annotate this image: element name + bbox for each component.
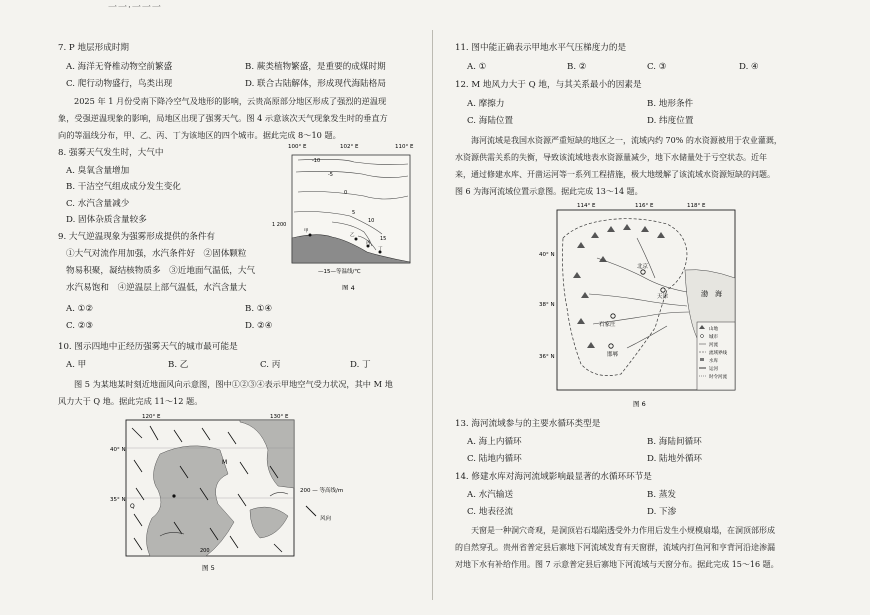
q10-stem: 10. 图示四地中正经历强雾天气的城市最可能是	[58, 342, 238, 352]
q13-option-a: A. 海上内循环	[467, 437, 522, 447]
q9-option-c: C. ②③	[66, 321, 94, 331]
fig6-sea-label: 渤 海	[701, 290, 722, 298]
intro-8-10-line1: 2025 年 1 月份受南下降冷空气及地形的影响，云贵高原部分地区形成了强烈的逆温现	[74, 96, 387, 106]
q14-stem: 14. 修建水库对海河流域影响最显著的水循环环节是	[455, 472, 652, 482]
fig4-lon-110: 110° E	[395, 144, 414, 150]
fig6-lat-38: 38° N	[539, 302, 555, 308]
intro-15-16-line1: 天窗是一种洞穴奇观，是洞顶岩石塌陷透受外力作用后发生小规模扇塌，在洞顶部形成	[471, 526, 775, 535]
fig6-city-beijing: 北京	[637, 264, 649, 270]
fig4-iso-label: 15	[380, 236, 387, 242]
fig4-iso-label: -10	[312, 158, 321, 164]
q8-option-d: D. 固体杂质含量较多	[66, 215, 147, 225]
q11-option-a: A. ①	[467, 62, 487, 72]
q7-option-a: A. 海洋无脊椎动物空前繁盛	[66, 62, 173, 72]
q7-option-d: D. 联合古陆解体，形成现代海陆格局	[245, 79, 386, 89]
q11-option-d: D. ④	[739, 62, 759, 72]
city-marker	[355, 238, 358, 241]
figure-4-isotherm-diagram	[272, 140, 422, 290]
q10-option-b: B. 乙	[168, 360, 189, 370]
fig6-lon-114: 114° E	[577, 203, 596, 209]
q10-option-a: A. 甲	[66, 360, 87, 370]
legend-item: 城市	[709, 335, 718, 340]
fig4-altitude: 1 200	[272, 222, 287, 228]
q12-stem: 12. M 地风力大于 Q 地，与其关系最小的因素是	[455, 80, 642, 90]
figure-6-haihe-basin-map	[537, 198, 747, 408]
fig6-caption: 图 6	[633, 400, 646, 408]
header-mark: 一一·一一一	[108, 3, 162, 13]
fig6-lat-36: 36° N	[539, 354, 555, 360]
q9-line2: 物易积聚，凝结核物质多 ③近地面气温低，大气	[66, 266, 256, 276]
q12-option-c: C. 海陆位置	[467, 116, 514, 126]
fig5-legend-isoline: 200 — 等高线/m	[300, 488, 344, 494]
q14-option-c: C. 地表径流	[467, 507, 514, 517]
intro-15-16-line3: 对地下水有补给作用。图 7 示意普定县后寨地下河流域与天窗分布。据此完成 15～16 题。	[455, 560, 779, 569]
intro-13-14-line1: 海河流域是我国水资源严重短缺的地区之一，流域内约 70% 的水资源被用于农业灌溉，	[471, 136, 782, 145]
fig5-label-q: Q	[130, 503, 135, 510]
fig5-lat-35: 35° N	[110, 497, 126, 503]
q8-option-a: A. 臭氧含量增加	[66, 166, 130, 176]
q14-option-b: B. 蒸发	[647, 490, 676, 500]
point-marker	[172, 494, 175, 497]
fig5-legend-wind: 风向	[320, 516, 332, 522]
q9-option-b: B. ①④	[245, 304, 273, 314]
intro-13-14-line4: 图 6 为海河流域位置示意图。据此完成 13～14 题。	[455, 187, 643, 196]
legend-item: 流域界线	[709, 351, 727, 356]
q8-stem: 8. 强雾天气发生时，大气中	[58, 148, 164, 158]
intro-15-16-line2: 的自然穿孔。贵州省普定县后寨地下河流域发育有天窗群，流域内打鱼河和亨背河沿途渗漏	[455, 543, 775, 552]
fig4-iso-label: -5	[328, 172, 333, 178]
fig4-city: 丙	[366, 241, 371, 246]
fig5-contour-label: 200	[200, 548, 210, 554]
q12-option-b: B. 地形条件	[647, 99, 694, 109]
legend-item: 河流	[709, 343, 718, 348]
q11-option-b: B. ②	[567, 62, 587, 72]
intro-11-12-line2: 风力大于 Q 地。据此完成 11～12 题。	[58, 396, 203, 406]
q9-option-d: D. ②④	[245, 321, 273, 331]
fig6-lon-118: 118° E	[687, 203, 706, 209]
intro-11-12-line1: 图 5 为某地某时刻近地面风向示意图，图中①②③④表示甲地空气受力状况，其中 M 地	[74, 379, 393, 389]
legend-item: 时令河流	[709, 375, 727, 380]
q8-option-b: B. 干洁空气组成成分发生变化	[66, 182, 181, 192]
fig5-label-m: M	[222, 459, 228, 466]
fig6-city-tianjin: 天津	[657, 294, 669, 300]
fig6-legend	[697, 322, 735, 390]
intro-8-10-line2: 象，受强逆温现象的影响，局地区出现了强雾天气。图 4 示意该次天气现象发生时的垂直方	[58, 113, 388, 123]
fig5-lon-130: 130° E	[270, 414, 289, 420]
fig4-city: 丁	[378, 247, 383, 252]
q13-option-c: C. 陆地内循环	[467, 454, 522, 464]
fig6-city-shijiazhuang: 石家庄	[599, 322, 616, 328]
fig4-caption: 图 4	[342, 284, 355, 290]
fig6-lon-116: 116° E	[635, 203, 654, 209]
q7-option-c: C. 爬行动物盛行，鸟类出现	[66, 79, 173, 89]
fig4-iso-label: 0	[344, 190, 348, 196]
q13-option-d: D. 陆地外循环	[647, 454, 703, 464]
q11-stem: 11. 图中能正确表示甲地水平气压梯度力的是	[455, 43, 627, 53]
q10-option-d: D. 丁	[350, 360, 371, 370]
legend-item: 山地	[709, 327, 718, 332]
q7-option-b: B. 蕨类植物繁盛，是重要的成煤时期	[245, 62, 386, 72]
fig4-iso-label: 10	[368, 218, 375, 224]
fig4-lon-102: 102° E	[340, 144, 359, 150]
q12-option-d: D. 纬度位置	[647, 116, 694, 126]
q13-option-b: B. 海陆间循环	[647, 437, 702, 447]
fig5-caption: 图 5	[202, 564, 215, 572]
fig6-city-handan: 邯郸	[607, 352, 619, 358]
q14-option-a: A. 水汽输送	[467, 490, 514, 500]
q13-stem: 13. 海河流域参与的主要水循环类型是	[455, 419, 601, 429]
fig6-lat-40: 40° N	[539, 252, 555, 258]
city-marker	[309, 234, 312, 237]
q9-stem: 9. 大气逆温现象为强雾形成提供的条件有	[58, 232, 216, 242]
fig5-lon-120: 120° E	[142, 414, 161, 420]
q8-option-c: C. 水汽含量减少	[66, 199, 130, 209]
intro-13-14-line3: 来，通过修建水库、开凿运河等一系列工程措施，极大地缓解了该流域水资源短缺的问题。	[455, 170, 775, 179]
q10-option-c: C. 丙	[260, 360, 281, 370]
fig4-city: 乙	[350, 233, 355, 238]
figure-5-wind-map	[110, 410, 350, 572]
fig4-lon-100: 100° E	[288, 144, 307, 150]
q9-option-a: A. ①②	[66, 304, 94, 314]
legend-item: 水库	[709, 359, 718, 364]
q9-line3: 水汽易饱和 ④逆温层上部气温低，水汽含量大	[66, 283, 247, 293]
fig4-iso-label: 5	[352, 210, 356, 216]
column-divider	[432, 30, 433, 600]
q11-option-c: C. ③	[647, 62, 667, 72]
fig4-city: 甲	[304, 229, 309, 234]
fig5-lat-40: 40° N	[110, 447, 126, 453]
q7-stem: 7. P 地层形成时期	[58, 43, 130, 53]
q12-option-a: A. 摩擦力	[467, 99, 505, 109]
legend-item: 运河	[709, 367, 718, 372]
q9-line1: ①大气对流作用加强，水汽条件好 ②固体颗粒	[66, 249, 247, 259]
q14-option-d: D. 下渗	[647, 507, 677, 517]
intro-13-14-line2: 水资源供需关系的失衡，导致该流域地表水资源量减少，地下水储量处于亏空状态。近年	[455, 153, 767, 162]
intro-8-10-line3: 向的等温线分布，甲、乙、丙、丁为该地区的四个城市。据此完成 8～10 题。	[58, 130, 341, 140]
fig4-isotherm-note: —15—等温线/℃	[318, 269, 361, 275]
